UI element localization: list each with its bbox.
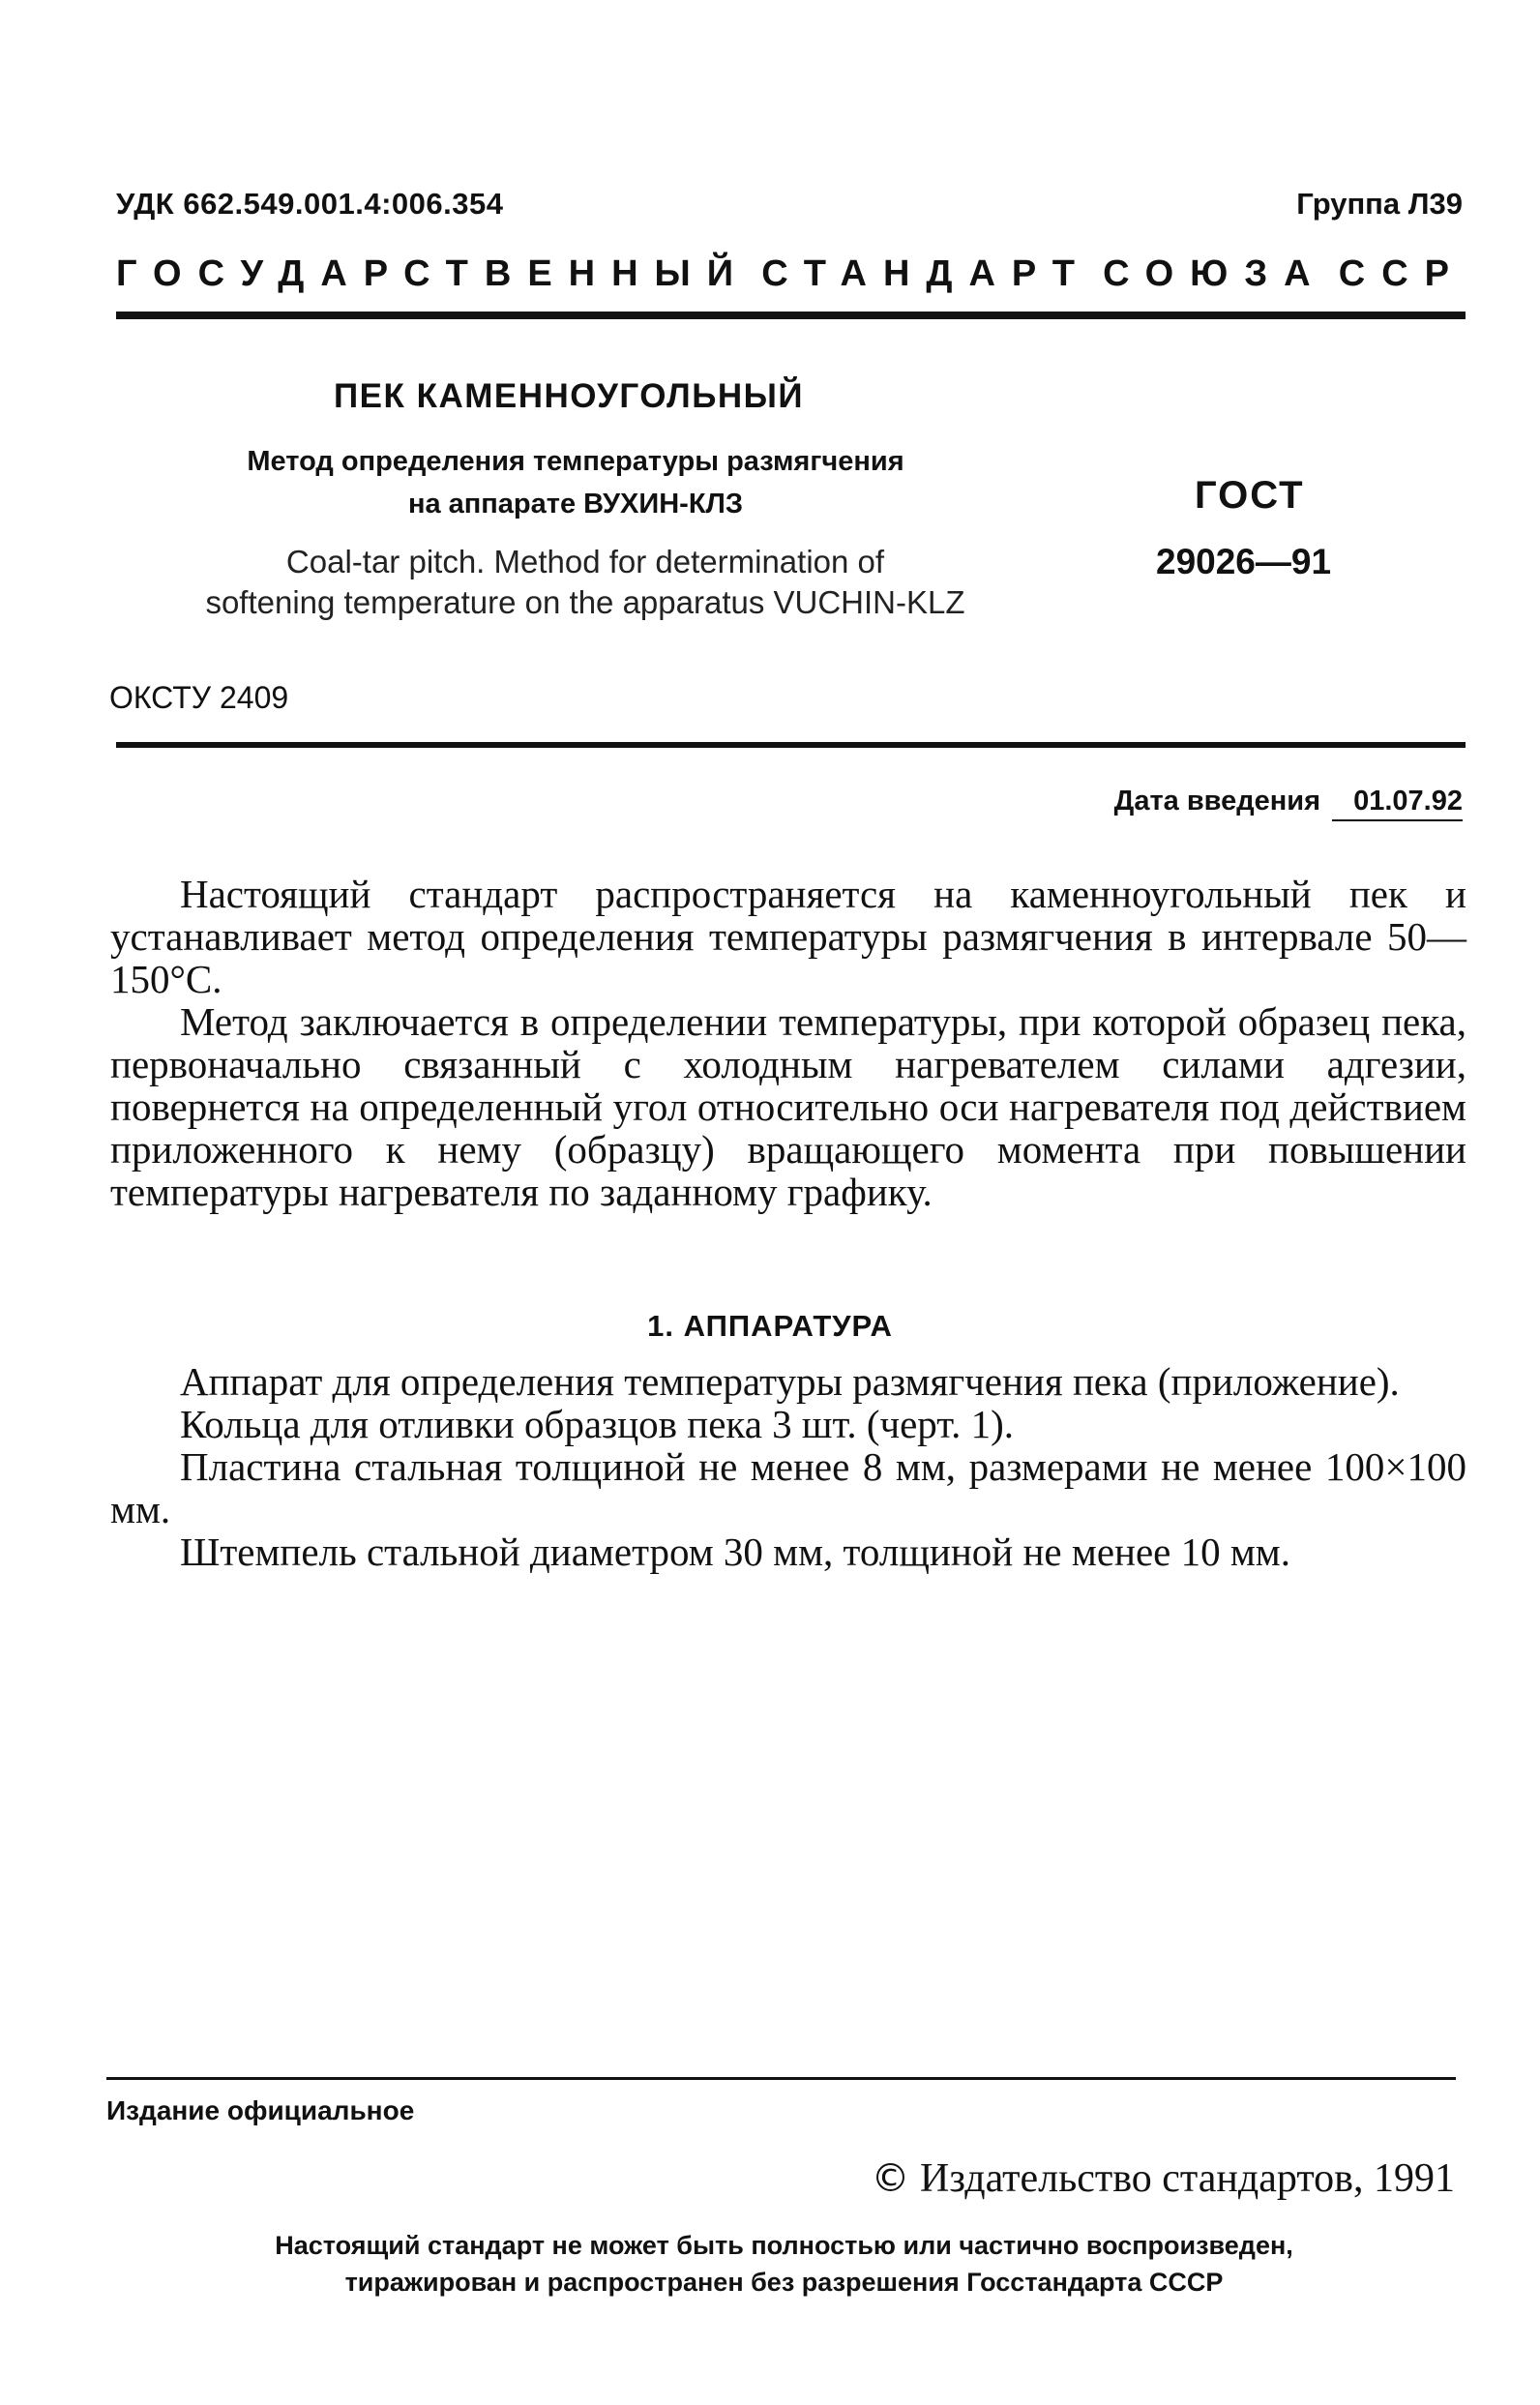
copyright-text: Издательство стандартов, 1991 xyxy=(920,2156,1455,2201)
copyright-line xyxy=(872,2155,1455,2202)
edition-label: Издание официальное xyxy=(106,2095,415,2125)
gost-number: 29026—91 xyxy=(1156,542,1332,581)
section-item: Пластина стальная толщиной не менее 8 мм, размерами не менее 100×100 мм. xyxy=(110,1444,1466,1531)
english-title-line-2: softening temperature on the apparatus VUCHIN-KLZ xyxy=(205,584,965,620)
state-word-4: ССР xyxy=(1338,253,1466,294)
state-word-1: ГОСУДАРСТВЕННЫЙ xyxy=(116,253,751,294)
section-item: Штемпель стальной диаметром 30 мм, толщиной не менее 10 мм. xyxy=(180,1529,1290,1574)
section-item: Кольца для отливки образцов пека 3 шт. (черт. 1). xyxy=(180,1402,1014,1446)
gost-label: ГОСТ xyxy=(1195,474,1305,517)
effective-date-label: Дата введения xyxy=(1113,786,1321,817)
group-code: Группа Л39 xyxy=(1296,187,1463,221)
subtitle-line-2: на аппарате ВУХИН-КЛЗ xyxy=(407,489,744,520)
state-standard-heading xyxy=(116,253,1466,295)
state-word-3: СОЮЗА xyxy=(1103,253,1327,294)
intro-paragraph-2: Метод заключается в определении температуры, при которой образец пека, первоначально связанный с холодным нагревателем силами адгезии, повернется на определенный угол относительно оси нагревателя под действием приложенного к нему (образцу) вращающего момента при повышении температуры нагревателя по заданному графику. xyxy=(110,999,1466,1214)
reproduction-notice xyxy=(104,2227,1464,2301)
notice-line-1: Настоящий стандарт не может быть полностью или частично воспроизведен, xyxy=(275,2231,1293,2260)
effective-date-value: 01.07.92 xyxy=(1332,786,1463,821)
section-title: 1. АППАРАТУРА xyxy=(647,1309,893,1343)
document-subtitle xyxy=(189,440,962,525)
english-title-line-1: Coal-tar pitch. Method for determination of xyxy=(285,544,885,579)
document-title: ПЕК КАМЕННОУГОЛЬНЫЙ xyxy=(334,377,805,415)
udk-code: УДК 662.549.001.4:006.354 xyxy=(116,187,504,221)
intro-paragraph-1: Настоящий стандарт распространяется на каменноугольный пек и устанавливает метод определения температуры размягчения в интервале 50—150°С. xyxy=(110,872,1466,1001)
section-item: Аппарат для определения температуры размягчения пека (приложение). xyxy=(180,1359,1400,1404)
footer-rule xyxy=(106,2077,1456,2080)
okstu-code: ОКСТУ 2409 xyxy=(109,680,289,715)
title-rule xyxy=(116,742,1466,748)
notice-line-2: тиражирован и распространен без разрешения Госстандарта СССР xyxy=(344,2268,1224,2297)
section-body xyxy=(110,1360,1466,1573)
subtitle-line-1: Метод определения температуры размягчения xyxy=(247,446,904,477)
copyright-icon: © xyxy=(871,2156,910,2201)
header-rule xyxy=(116,312,1466,319)
intro-text xyxy=(110,873,1466,1213)
state-word-2: СТАНДАРТ xyxy=(761,253,1091,294)
effective-date xyxy=(1114,786,1463,821)
english-title xyxy=(145,542,1025,623)
